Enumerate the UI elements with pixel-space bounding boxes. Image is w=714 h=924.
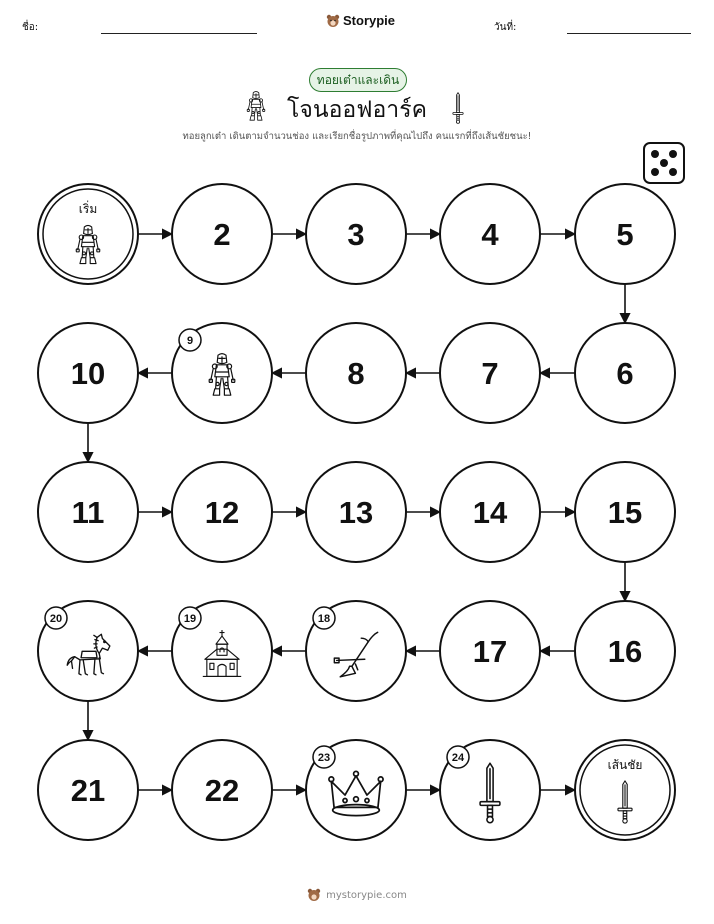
space-number: 6: [616, 356, 634, 391]
space-number: 19: [183, 613, 197, 625]
footer-bear-icon: [307, 888, 321, 902]
space-number: 11: [71, 495, 105, 530]
game-type-badge: ทอยเต๋าและเดิน: [309, 68, 407, 92]
date-label: วันที่:: [494, 22, 517, 33]
space-number: 8: [347, 356, 365, 391]
footer: [0, 888, 714, 902]
space-number: 12: [204, 495, 240, 530]
space-number: 20: [49, 613, 63, 625]
space-number: 2: [213, 217, 231, 252]
instructions: ทอยลูกเต๋า เดินตามจำนวนช่อง และเรียกชื่อรูปภาพที่คุณไปถึง คนแรกที่ถึงเส้นชัยชนะ!: [182, 131, 532, 142]
space-number: 21: [70, 773, 106, 808]
finish-label: เส้นชัย: [607, 758, 643, 772]
space-number: 7: [481, 356, 499, 391]
space-number: 9: [186, 335, 194, 347]
space-number: 23: [317, 752, 331, 764]
brand-name: Storypie: [343, 13, 396, 28]
space-number: 17: [472, 634, 508, 669]
space-number: 15: [607, 495, 643, 530]
page-title: โจนออฟอาร์ค: [287, 97, 427, 123]
space-number: 13: [338, 495, 374, 530]
name-label: ชื่อ:: [22, 22, 39, 33]
space-number: 10: [70, 356, 106, 391]
space-number: 16: [607, 634, 643, 669]
footer-site: mystorypie.com: [326, 889, 407, 901]
space-number: 22: [204, 773, 240, 808]
space-number: 24: [451, 752, 465, 764]
start-label: เริ่ม: [78, 202, 98, 216]
space-number: 4: [481, 217, 499, 252]
space-number: 5: [616, 217, 634, 252]
space-number: 3: [347, 217, 365, 252]
space-number: 18: [317, 613, 331, 625]
space-number: 14: [472, 495, 508, 530]
